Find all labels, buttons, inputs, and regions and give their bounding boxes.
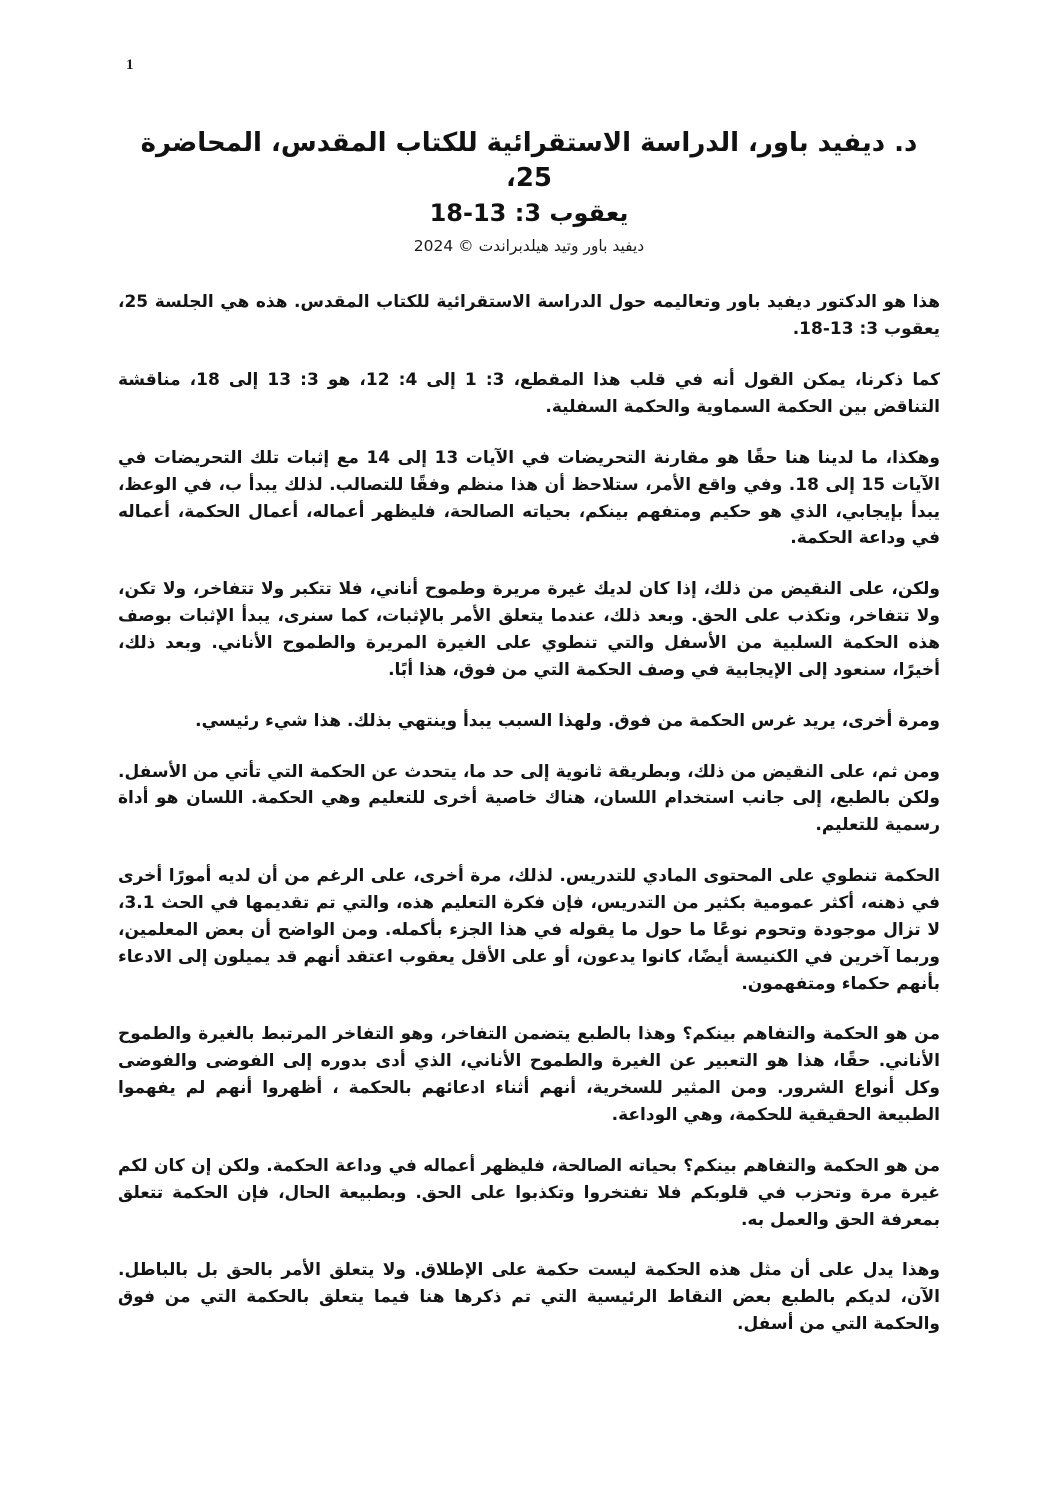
document-body [118,289,940,1338]
paragraph: من هو الحكمة والتفاهم بينكم؟ وهذا بالطبع يتضمن التفاخر، وهو التفاخر المرتبط بالغيرة والطموح الأناني. حقًا، هذا هو التعبير عن الغيرة والطموح الأناني، الذي أدى بدوره إلى الفوضى والفوضى وكل أنواع الشرور. ومن المثير للسخرية، أنهم أثناء ادعائهم بالحكمة ، أظهروا أنهم لم يفهموا الطبيعة الحقيقية للحكمة، وهي الوداعة. [118,1024,940,1125]
copyright-line: ديفيد باور وتيد هيلدبراندت © 2024 [413,237,645,256]
document-subtitle: يعقوب 3: 13-18 [429,199,629,228]
paragraph: من هو الحكمة والتفاهم بينكم؟ بحياته الصالحة، فليظهر أعماله في وداعة الحكمة. ولكن إن كان لكم غيرة مرة وتحزب في قلوبكم فلا تفتخروا وتكذبوا على الحق. وبطبيعة الحال، فإن الحكمة تتعلق بمعرفة الحق والعمل به. [118,1155,940,1230]
paragraph: كما ذكرنا، يمكن القول أنه في قلب هذا المقطع، 3: 1 إلى 4: 12، هو 3: 13 إلى 18، مناقشة التناقض بين الحكمة السماوية والحكمة السفلية. [118,370,941,417]
paragraph: ومرة أخرى، يريد غرس الحكمة من فوق. ولهذا السبب يبدأ وينتهي بذلك. هذا شيء رئيسي. [195,710,940,731]
paragraph: وهكذا، ما لدينا هنا حقًا هو مقارنة التحريضات في الآيات 13 إلى 14 مع إثبات تلك التحريضات في الآيات 15 إلى 18. وفي واقع الأمر، ستلاحظ أن هذا منظم وفقًا للتصالب. لذلك يبدأ ب، في الوعظ، يبدأ بإيجابي، الذي هو حكيم ومتفهم بينكم، بحياته الصالحة، فليظهر أعماله، أعمال الحكمة، أعماله في وداعة الحكمة. [118,447,940,549]
paragraph: ومن ثم، على النقيض من ذلك، وبطريقة ثانوية إلى حد ما، يتحدث عن الحكمة التي تأتي من الأسفل. ولكن بالطبع، إلى جانب استخدام اللسان، هناك خاصية أخرى للتعليم وهي الحكمة. اللسان هو أداة رسمية للتعليم. [118,761,940,836]
document-header [118,126,940,255]
paragraph: هذا هو الدكتور ديفيد باور وتعاليمه حول الدراسة الاستقرائية للكتاب المقدس. هذه هي الجلسة 25، يعقوب 3: 13-18. [118,292,940,340]
paragraph: الحكمة تنطوي على المحتوى المادي للتدريس. لذلك، مرة أخرى، على الرغم من أن لديه أمورًا أخرى في ذهنه، أكثر عمومية بكثير من التدريس، فإن فكرة التعليم هذه، والتي تم تقديمها في الحث 3.1، لا تزال موجودة وتحوم نوعًا ما حول ما يقوله في هذا الجزء بأكمله. ومن الواضح أن بعض المعلمين، وربما آخرين في الكنيسة أيضًا، كانوا يدعون، أو على الأقل يعقوب اعتقد أنهم قد يميلون إلى الادعاء بأنهم حكماء ومتفهمون. [118,866,940,994]
paragraph: وهذا يدل على أن مثل هذه الحكمة ليست حكمة على الإطلاق. ولا يتعلق الأمر بالحق بل بالباطل. الآن، لديكم بالطبع بعض النقاط الرئيسية التي تم ذكرها هنا فيما يتعلق بالحكمة التي من فوق والحكمة التي من أسفل. [118,1260,940,1335]
document-title: د. ديفيد باور، الدراسة الاستقرائية للكتاب المقدس، المحاضرة 25، [140,128,918,194]
paragraph: ولكن، على النقيض من ذلك، إذا كان لديك غيرة مريرة وطموح أناني، فلا تتكبر ولا تتفاخر، ولا تكن، ولا تتفاخر، وتكذب على الحق. وبعد ذلك، عندما يتعلق الأمر بالإثبات، كما سنرى، يبدأ الإثبات بوصف هذه الحكمة السلبية من الأسفل والتي تنطوي على الغيرة المريرة والطموح الأناني. وبعد ذلك، أخيرًا، سنعود إلى الإيجابية في وصف الحكمة التي من فوق، هذا أبًا. [118,579,940,680]
page-number: 1 [126,57,134,73]
